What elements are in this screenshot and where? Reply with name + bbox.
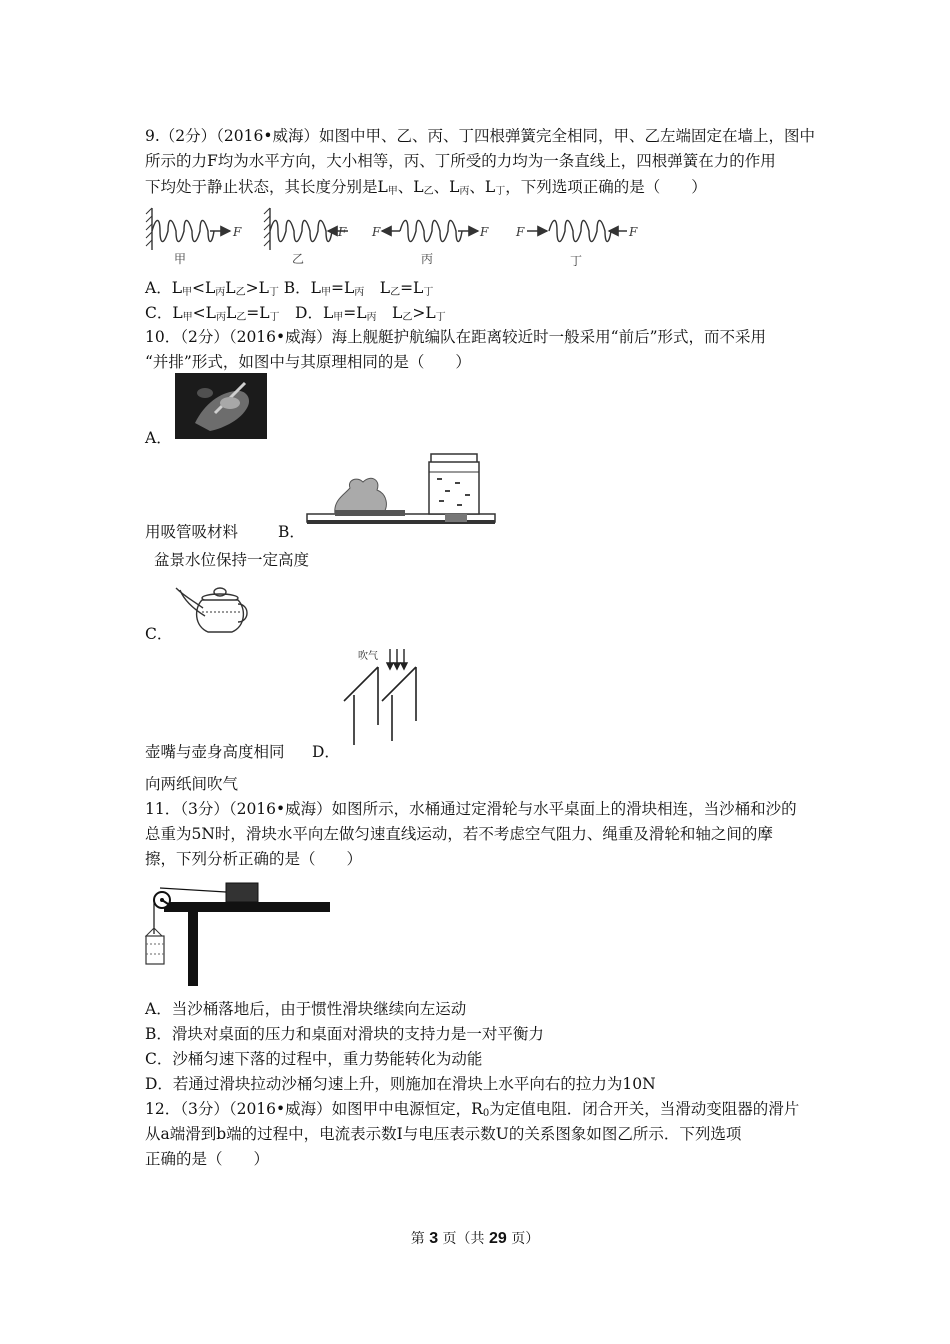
- blowing-paper-figure: [330, 645, 440, 750]
- force-label-3: F: [372, 225, 381, 239]
- q11-option-b: B．滑块对桌面的压力和桌面对滑块的支持力是一对平衡力: [145, 1025, 544, 1043]
- page-number: 3: [429, 1230, 439, 1247]
- q12-line1: 12．（3分）（2016•威海）如图甲中电源恒定，$R_0$为定值电阻．闭合开关，当滑动变阻器的滑片: [145, 1100, 800, 1119]
- q12-line2: 从a端滑到b端的过程中，电流表示数I与电压表示数U的关系图象如图乙所示．下列选项: [145, 1125, 742, 1143]
- q9-option-a: A．$L_甲<L_丙L_乙>L_丁$ B．$L_甲=L_丙$ $L_乙=L_丁$: [145, 279, 434, 298]
- force-label-6: F: [629, 225, 638, 239]
- label-bing: 丙: [421, 252, 434, 266]
- page-footer: 第 3 页（共 29 页）: [410, 1230, 540, 1247]
- q9-line2: 所示的力F均为水平方向，大小相等，丙、丁所受的力均为一条直线上，四根弹簧在力的作用: [145, 152, 776, 170]
- page-total: 29: [489, 1230, 507, 1247]
- q9-option-c: C．$L_甲<L_丙L_乙=L_丁$ D．$L_甲=L_丙$ $L_乙>L_丁$: [145, 304, 446, 323]
- force-label-5: F: [516, 225, 525, 239]
- blow-label: 吹气: [358, 651, 378, 662]
- q9-line3: 下均处于静止状态，其长度分别是$L_甲$、$L_乙$、$L_丙$、$L_丁$，下列选项正确的是（ ）: [145, 178, 707, 197]
- q10-option-a-letter: A．: [145, 429, 172, 447]
- q11-option-a: A．当沙桶落地后，由于惯性滑块继续向左运动: [145, 1000, 467, 1018]
- q10-option-c-letter: C．: [145, 625, 173, 643]
- q10-option-d-letter: D．: [312, 743, 340, 761]
- q10-option-a-text: 用吸管吸材料: [145, 523, 239, 541]
- spring-figure: [142, 200, 642, 272]
- force-label-2: F: [338, 225, 347, 239]
- q10-line2: “并排”形式，如图中与其原理相同的是（ ）: [145, 353, 471, 371]
- label-yi: 乙: [292, 252, 305, 266]
- label-jia: 甲: [174, 252, 187, 266]
- bonsai-figure: [305, 450, 497, 534]
- q11-option-d: D．若通过滑块拉动沙桶匀速上升，则施加在滑块上水平向右的拉力为10N: [145, 1075, 656, 1093]
- q11-option-c: C．沙桶匀速下落的过程中，重力势能转化为动能: [145, 1050, 483, 1068]
- q11-line2: 总重为5N时，滑块水平向左做匀速直线运动，若不考虑空气阻力、绳重及滑轮和轴之间的摩: [145, 825, 773, 843]
- q10-line1: 10．（2分）（2016•威海）海上舰艇护航编队在距离较近时一般采用“前后”形式，而不采用: [145, 328, 767, 346]
- pulley-figure: [142, 878, 334, 990]
- q11-line1: 11．（3分）（2016•威海）如图所示，水桶通过定滑轮与水平桌面上的滑块相连，当沙桶和沙的: [145, 800, 797, 818]
- q12-line3: 正确的是（ ）: [145, 1150, 270, 1168]
- q10-option-b-text: 盆景水位保持一定高度: [154, 551, 310, 569]
- teapot-figure: [172, 578, 252, 636]
- force-label-1: F: [233, 225, 242, 239]
- straw-photo: [175, 373, 267, 439]
- q9-line1: 9.（2分）（2016•威海）如图中甲、乙、丙、丁四根弹簧完全相同，甲、乙左端固定在墙上，图中: [145, 127, 815, 145]
- q11-line3: 擦，下列分析正确的是（ ）: [145, 850, 363, 868]
- force-label-4: F: [480, 225, 489, 239]
- q10-option-b-letter: B．: [278, 523, 305, 541]
- q10-option-c-text: 壶嘴与壶身高度相同: [145, 743, 285, 761]
- label-ding: 丁: [570, 254, 583, 268]
- q10-option-d-text: 向两纸间吹气: [145, 775, 239, 793]
